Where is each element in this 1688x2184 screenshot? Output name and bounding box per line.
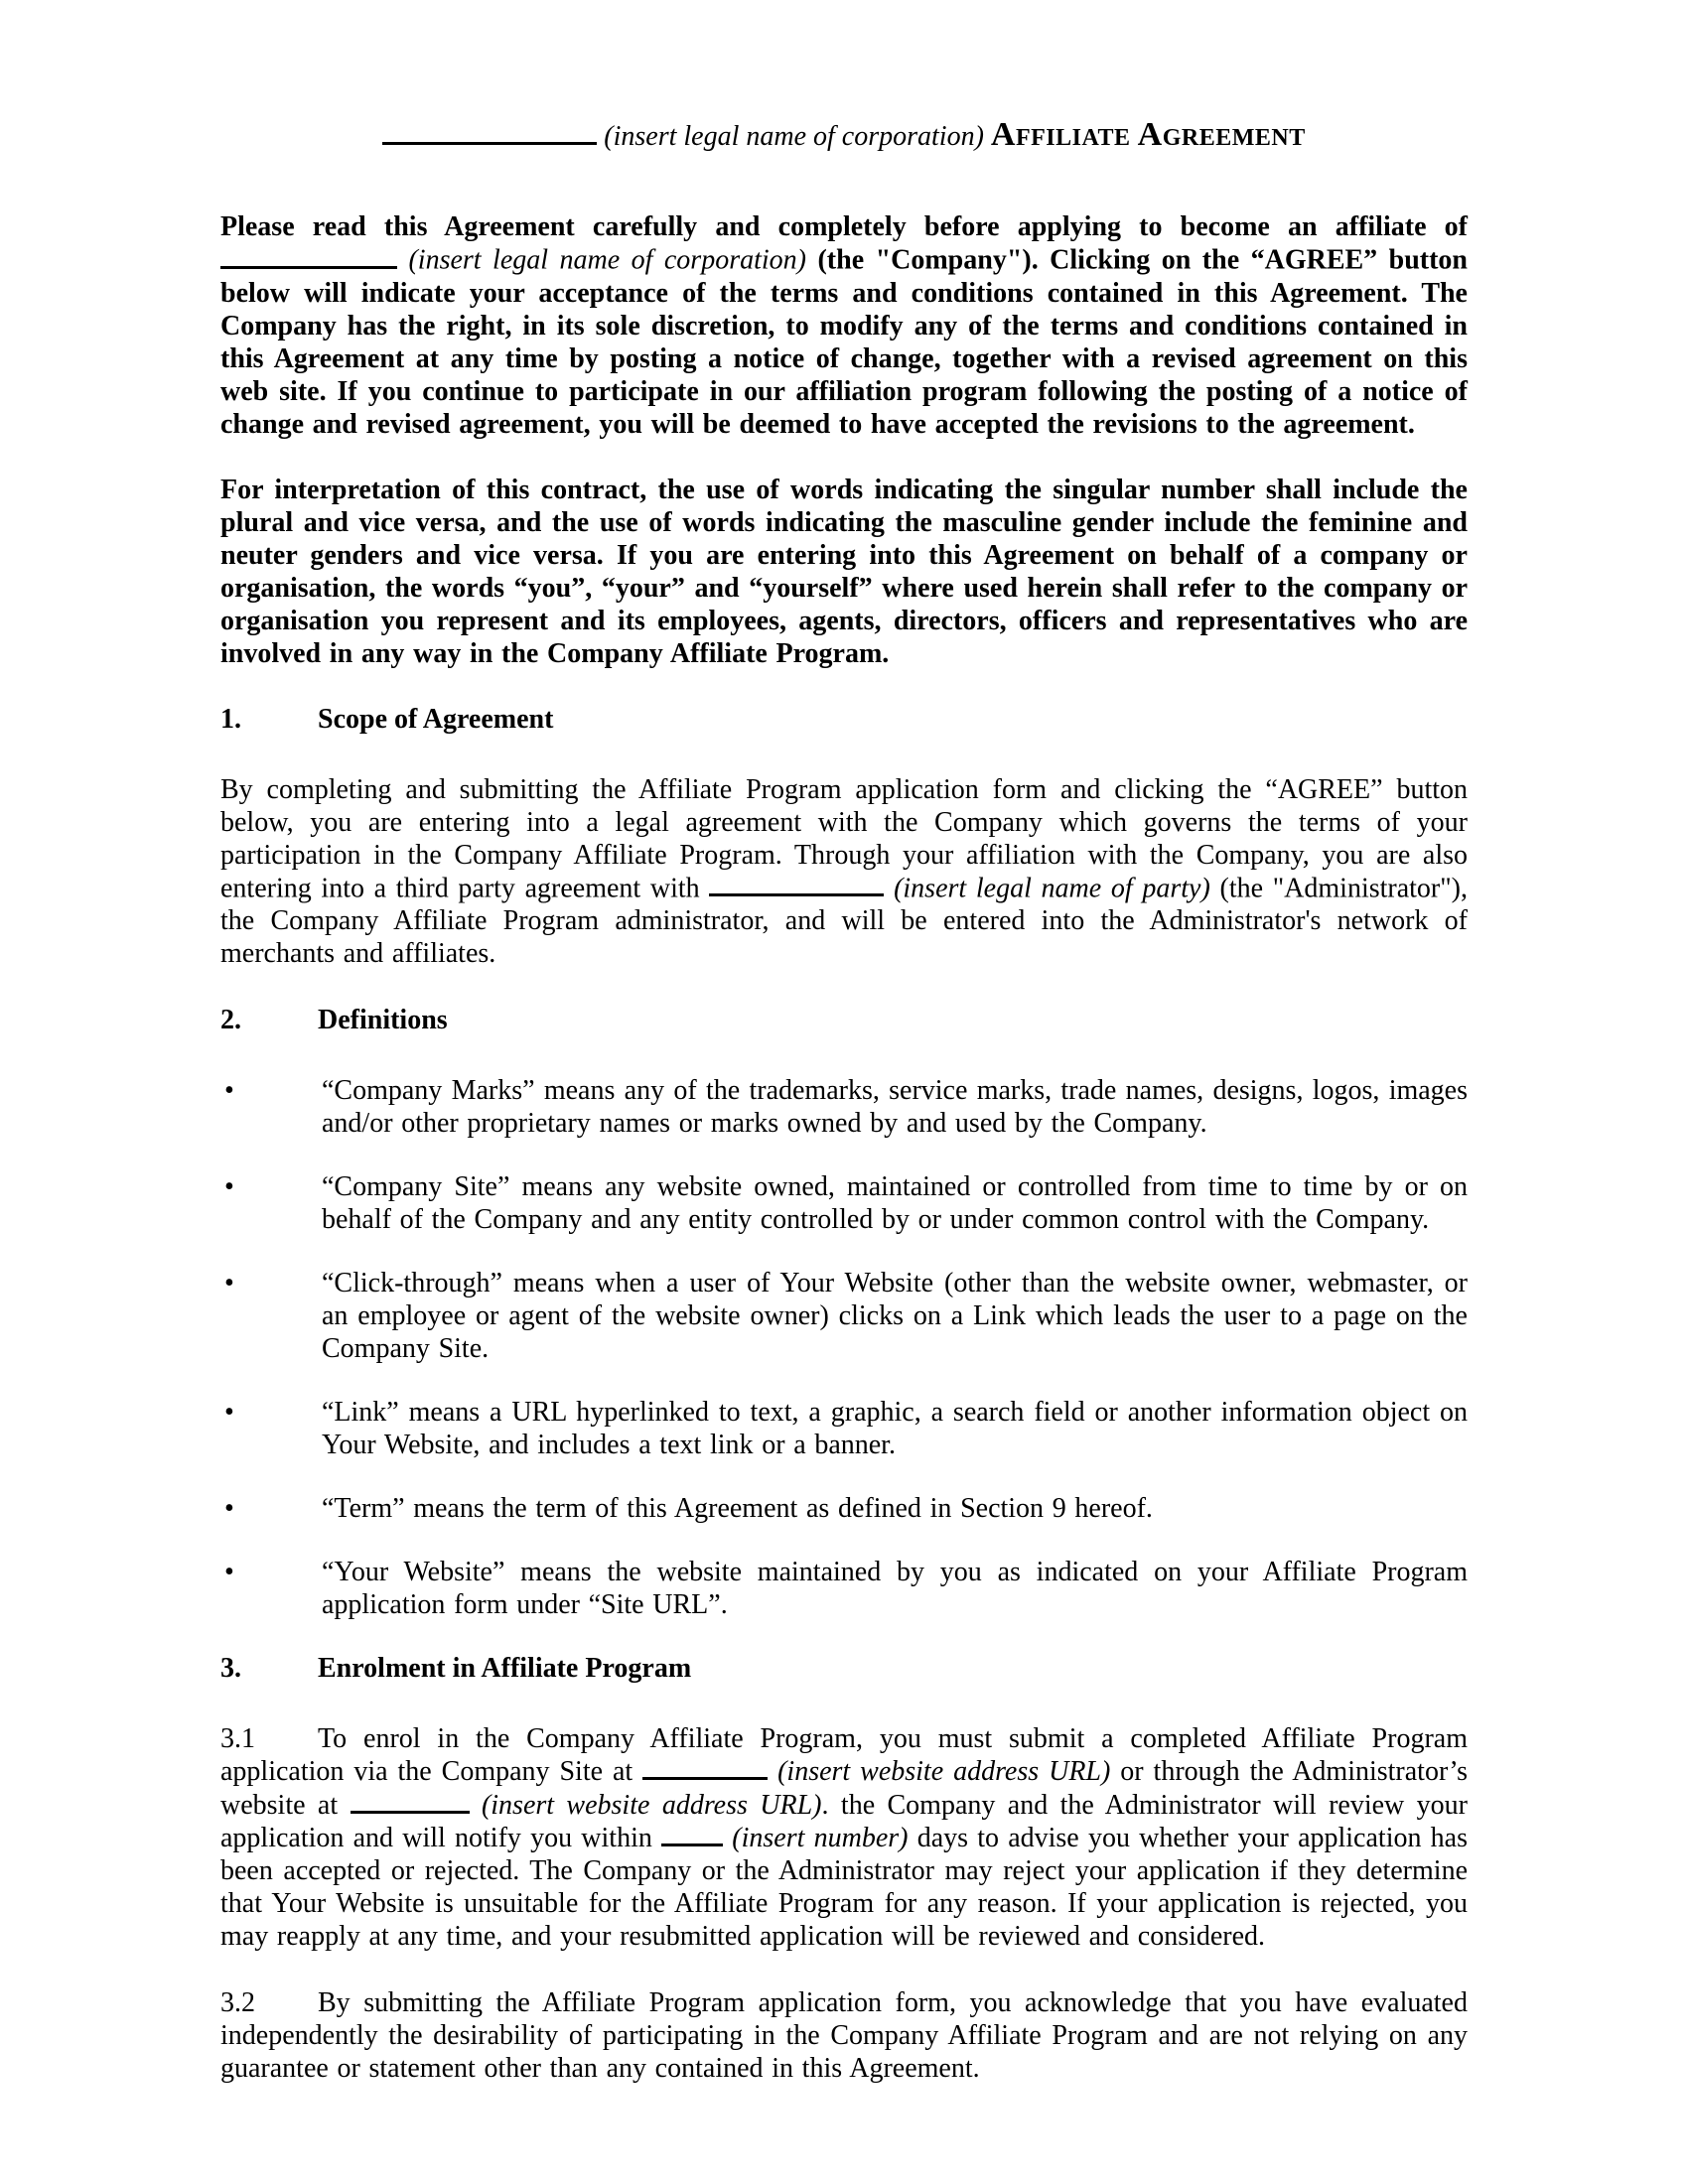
bullet-icon: • — [224, 1170, 234, 1202]
fill-in-blank — [351, 1788, 470, 1813]
definition-text: “Link” means a URL hyperlinked to text, a graphic, a search field or another information object on Your Website, and includes a text link or a banner. — [322, 1396, 1468, 1460]
bullet-icon: • — [224, 1267, 234, 1298]
definition-item-link — [220, 1396, 1468, 1461]
clause-3-2 — [220, 1986, 1468, 2085]
text-segment: By completing and submitting the Affiliate Program application form and clicking the “AGREE” button below, you are entering into a legal agreement with the Company which governs the terms of your participation in the Company Affiliate Program. Through your affiliation with the Company, you are also entering into a third party agreement with — [220, 773, 1468, 904]
text-segment: (insert legal name of corporation) — [604, 121, 984, 152]
text-segment — [470, 1790, 482, 1821]
text-segment — [984, 121, 991, 152]
definition-text: “Term” means the term of this Agreement as defined in Section 9 hereof. — [322, 1492, 1153, 1524]
clause-number: 3.1 — [220, 1722, 255, 1754]
definition-text: “Your Website” means the website maintained by you as indicated on your Affiliate Program application form under “Site URL”. — [322, 1556, 1468, 1620]
text-segment: days to advise you whether your application has been accepted or rejected. The Company or the Administrator may reject your application if they determine that Your Website is unsuitable for the Affiliate Program for any reason. If your application is rejected, you may reapply at any time, and your resubmitted application will be reviewed and considered. — [220, 1823, 1468, 1953]
fill-in-blank — [642, 1755, 768, 1780]
definition-text: “Company Marks” means any of the trademarks, service marks, trade names, designs, logos, images and/or other proprietary names or marks owned by and used by the Company. — [322, 1074, 1468, 1139]
text-segment: Please read this Agreement carefully and completely before applying to become an affiliate of — [220, 211, 1468, 243]
document-title — [220, 115, 1468, 155]
text-segment: (insert website address URL) — [481, 1789, 822, 1821]
text-segment: Affiliate Agreement — [990, 116, 1306, 153]
text-segment — [884, 873, 894, 903]
section-heading-1 — [220, 703, 1468, 736]
bullet-icon: • — [224, 1556, 234, 1587]
section-number: 1. — [220, 703, 241, 735]
definition-text: “Click-through” means when a user of Your Website (other than the website owner, webmaster, or an employee or agent of the website owner) clicks on a Link which leads the user to a page on the Company Site. — [322, 1267, 1468, 1364]
section-number: 2. — [220, 1004, 241, 1035]
section-title: Definitions — [318, 1004, 448, 1035]
section-title: Scope of Agreement — [318, 703, 554, 735]
text-segment: (insert number) — [732, 1823, 909, 1854]
bullet-icon: • — [224, 1074, 234, 1106]
bullet-icon: • — [224, 1396, 234, 1428]
section-heading-3 — [220, 1652, 1468, 1685]
bullet-icon: • — [224, 1492, 234, 1524]
text-segment: To enrol in the Company Affiliate Program, you must submit a completed Affiliate Program application via the Company Site at — [220, 1722, 1468, 1788]
intro-paragraph-2 — [220, 474, 1468, 670]
clause-3-1 — [220, 1722, 1468, 1953]
text-segment — [768, 1756, 777, 1787]
text-segment — [723, 1823, 732, 1853]
text-segment: or through the Administrator’s website at — [220, 1756, 1469, 1821]
fill-in-blank — [220, 243, 397, 268]
definition-item-company-site — [220, 1170, 1468, 1236]
intro-paragraph-1 — [220, 210, 1468, 441]
text-segment: (insert legal name of party) — [894, 873, 1210, 904]
fill-in-blank — [382, 120, 597, 145]
text-segment: . the Company and the Administrator will review your application and will notify you within — [220, 1789, 1468, 1854]
section-number: 3. — [220, 1652, 241, 1684]
text-segment — [397, 245, 408, 276]
document-title-line — [382, 116, 1306, 153]
text-segment: (insert legal name of corporation) — [408, 244, 806, 276]
fill-in-blank — [661, 1822, 723, 1846]
text-segment: By submitting the Affiliate Program application form, you acknowledge that you have evaluated independently the desirability of participating in the Company Affiliate Program and are not relying on any guarantee or statement other than any contained in this Agreement. — [220, 1987, 1468, 2085]
section-1-paragraph — [220, 773, 1468, 971]
section-heading-2 — [220, 1004, 1468, 1036]
definition-item-your-website — [220, 1556, 1468, 1621]
clause-text — [220, 1987, 1468, 2084]
text-segment: (the "Company"). Clicking on the “AGREE” button below will indicate your acceptance of the terms and conditions contained in this Agreement. The Company has the right, in its sole discretion, to modify any of the terms and conditions contained in this Agreement at any time by posting a notice of change, together with a revised agreement on this web site. If you continue to participate in our affiliation program following the posting of a notice of change and revised agreement, you will be deemed to have accepted the revisions to the agreement. — [220, 244, 1469, 440]
text-segment: (insert website address URL) — [777, 1756, 1111, 1788]
text-segment: For interpretation of this contract, the use of words indicating the singular number shall include the plural and vice versa, and the use of words indicating the masculine gender include the feminine and neuter genders and vice versa. If you are entering into this Agreement on behalf of a company or organisation, the words “you”, “your” and “yourself” where used herein shall refer to the company or organisation you represent and its employees, agents, directors, officers and representatives who are involved in any way in the Company Affiliate Program. — [220, 474, 1468, 669]
definition-item-company-marks — [220, 1074, 1468, 1140]
definition-item-term — [220, 1492, 1468, 1525]
clause-number: 3.2 — [220, 1987, 255, 2019]
clause-text — [220, 1723, 1468, 1952]
definition-item-click-through — [220, 1267, 1468, 1365]
fill-in-blank — [709, 872, 884, 896]
section-title: Enrolment in Affiliate Program — [318, 1652, 692, 1684]
definition-text: “Company Site” means any website owned, maintained or controlled from time to time by or on behalf of the Company and any entity controlled by or under common control with the Company. — [322, 1170, 1468, 1235]
text-segment: (the "Administrator"), the Company Affiliate Program administrator, and will be entered into the Administrator's network of merchants and affiliates. — [220, 873, 1469, 970]
